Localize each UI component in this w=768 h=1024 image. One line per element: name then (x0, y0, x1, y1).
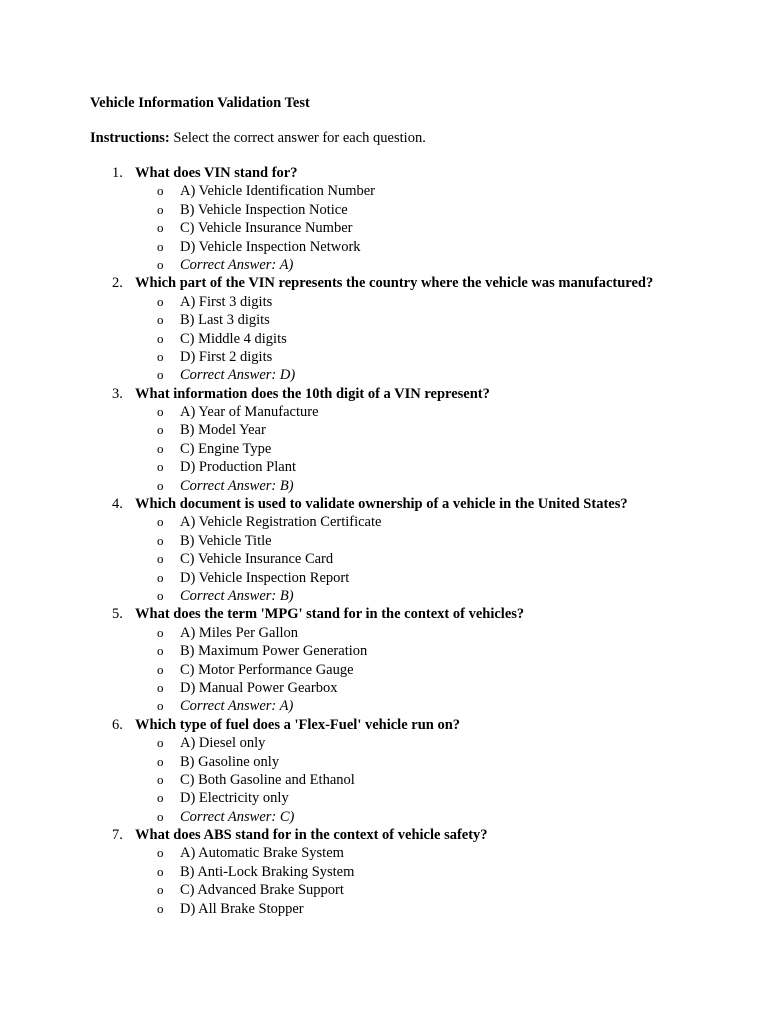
question-number: 3. (112, 385, 123, 402)
option-item (0, 440, 768, 458)
option-text: A) Vehicle Registration Certificate (180, 514, 382, 531)
option-item (0, 624, 768, 642)
option-item (0, 238, 768, 256)
option-item (0, 219, 768, 237)
bullet-icon: o (157, 551, 164, 567)
option-item (0, 182, 768, 200)
bullet-icon: o (157, 532, 164, 548)
question-number: 7. (112, 827, 123, 844)
question-text: What does ABS stand for in the context of vehicle safety? (135, 827, 488, 844)
question-item (0, 605, 768, 715)
option-item (0, 642, 768, 660)
bullet-icon: o (157, 477, 164, 493)
option-text: D) Electricity only (180, 790, 289, 807)
question-line (0, 385, 768, 403)
option-item (0, 753, 768, 771)
correct-answer-text: Correct Answer: A) (180, 698, 294, 715)
bullet-icon: o (157, 201, 164, 217)
correct-answer-item (0, 587, 768, 605)
option-text: A) Automatic Brake System (180, 845, 344, 862)
option-text: D) Vehicle Inspection Network (180, 238, 361, 255)
option-item (0, 293, 768, 311)
correct-answer-item (0, 256, 768, 274)
correct-answer-item (0, 477, 768, 495)
question-item (0, 495, 768, 605)
option-list (0, 182, 768, 274)
option-text: C) Middle 4 digits (180, 330, 287, 347)
question-text: Which type of fuel does a 'Flex-Fuel' vehicle run on? (135, 716, 461, 733)
option-text: A) Miles Per Gallon (180, 624, 298, 641)
option-list (0, 734, 768, 826)
option-item (0, 348, 768, 366)
option-item (0, 421, 768, 439)
option-list (0, 844, 768, 918)
question-text: What information does the 10th digit of a VIN represent? (135, 385, 490, 402)
option-text: A) First 3 digits (180, 293, 273, 310)
option-item (0, 458, 768, 476)
bullet-icon: o (157, 330, 164, 346)
option-text: C) Vehicle Insurance Number (180, 220, 353, 237)
option-item (0, 679, 768, 697)
option-list (0, 513, 768, 605)
option-text: B) Model Year (180, 422, 266, 439)
option-text: D) First 2 digits (180, 348, 273, 365)
question-item (0, 385, 768, 495)
bullet-icon: o (157, 422, 164, 438)
option-item (0, 569, 768, 587)
option-item (0, 311, 768, 329)
bullet-icon: o (157, 624, 164, 640)
question-item (0, 826, 768, 918)
option-text: B) Vehicle Title (180, 532, 272, 549)
option-item (0, 771, 768, 789)
correct-answer-item (0, 808, 768, 826)
option-item (0, 789, 768, 807)
bullet-icon: o (157, 808, 164, 824)
option-item (0, 330, 768, 348)
bullet-icon: o (157, 863, 164, 879)
question-line (0, 164, 768, 182)
question-number: 2. (112, 275, 123, 292)
correct-answer-item (0, 697, 768, 715)
question-line (0, 495, 768, 513)
question-line (0, 274, 768, 292)
option-text: D) Production Plant (180, 459, 296, 476)
option-item (0, 550, 768, 568)
option-text: C) Motor Performance Gauge (180, 661, 354, 678)
bullet-icon: o (157, 735, 164, 751)
bullet-icon: o (157, 220, 164, 236)
bullet-icon: o (157, 367, 164, 383)
option-item (0, 734, 768, 752)
bullet-icon: o (157, 845, 164, 861)
instructions-label: Instructions: (90, 130, 170, 146)
bullet-icon: o (157, 404, 164, 420)
question-text: Which part of the VIN represents the country where the vehicle was manufactured? (135, 275, 654, 292)
bullet-icon: o (157, 679, 164, 695)
question-text: What does the term 'MPG' stand for in the context of vehicles? (135, 606, 525, 623)
option-text: B) Anti-Lock Braking System (180, 863, 355, 880)
option-item (0, 844, 768, 862)
option-item (0, 513, 768, 531)
bullet-icon: o (157, 256, 164, 272)
question-list (0, 164, 768, 918)
correct-answer-item (0, 366, 768, 384)
option-text: D) All Brake Stopper (180, 900, 304, 917)
bullet-icon: o (157, 569, 164, 585)
document-title: Vehicle Information Validation Test (90, 95, 310, 111)
question-number: 1. (112, 165, 123, 181)
bullet-icon: o (157, 587, 164, 603)
bullet-icon: o (157, 698, 164, 714)
option-text: A) Diesel only (180, 735, 266, 752)
correct-answer-text: Correct Answer: C) (180, 808, 295, 825)
option-text: A) Vehicle Identification Number (180, 183, 376, 200)
question-number: 4. (112, 496, 123, 513)
correct-answer-text: Correct Answer: B) (180, 587, 294, 604)
option-text: C) Advanced Brake Support (180, 882, 344, 899)
bullet-icon: o (157, 459, 164, 475)
option-list (0, 624, 768, 716)
option-list (0, 403, 768, 495)
option-text: D) Vehicle Inspection Report (180, 569, 350, 586)
question-line (0, 605, 768, 623)
bullet-icon: o (157, 771, 164, 787)
correct-answer-text: Correct Answer: A) (180, 256, 294, 273)
option-text: D) Manual Power Gearbox (180, 679, 338, 696)
correct-answer-text: Correct Answer: D) (180, 367, 296, 384)
option-item (0, 863, 768, 881)
option-item (0, 881, 768, 899)
option-item (0, 201, 768, 219)
bullet-icon: o (157, 514, 164, 530)
bullet-icon: o (157, 440, 164, 456)
option-item (0, 403, 768, 421)
instructions-text: Select the correct answer for each question. (169, 130, 426, 146)
bullet-icon: o (157, 293, 164, 309)
option-text: C) Both Gasoline and Ethanol (180, 771, 355, 788)
question-line (0, 826, 768, 844)
option-text: B) Maximum Power Generation (180, 643, 368, 660)
question-text: What does VIN stand for? (135, 165, 298, 181)
option-text: C) Vehicle Insurance Card (180, 551, 334, 568)
instructions (90, 129, 426, 147)
bullet-icon: o (157, 900, 164, 916)
question-item (0, 274, 768, 384)
option-text: B) Last 3 digits (180, 312, 270, 329)
option-text: B) Gasoline only (180, 753, 280, 770)
bullet-icon: o (157, 753, 164, 769)
bullet-icon: o (157, 183, 164, 199)
question-item (0, 716, 768, 826)
question-number: 6. (112, 716, 123, 733)
bullet-icon: o (157, 882, 164, 898)
option-item (0, 661, 768, 679)
question-number: 5. (112, 606, 123, 623)
question-item (0, 164, 768, 274)
option-text: A) Year of Manufacture (180, 404, 319, 421)
bullet-icon: o (157, 312, 164, 328)
option-text: C) Engine Type (180, 440, 272, 457)
option-list (0, 293, 768, 385)
bullet-icon: o (157, 643, 164, 659)
question-text: Which document is used to validate ownership of a vehicle in the United States? (135, 496, 628, 513)
bullet-icon: o (157, 790, 164, 806)
bullet-icon: o (157, 238, 164, 254)
bullet-icon: o (157, 661, 164, 677)
option-item (0, 532, 768, 550)
question-line (0, 716, 768, 734)
bullet-icon: o (157, 348, 164, 364)
correct-answer-text: Correct Answer: B) (180, 477, 294, 494)
option-text: B) Vehicle Inspection Notice (180, 201, 348, 218)
option-item (0, 900, 768, 918)
